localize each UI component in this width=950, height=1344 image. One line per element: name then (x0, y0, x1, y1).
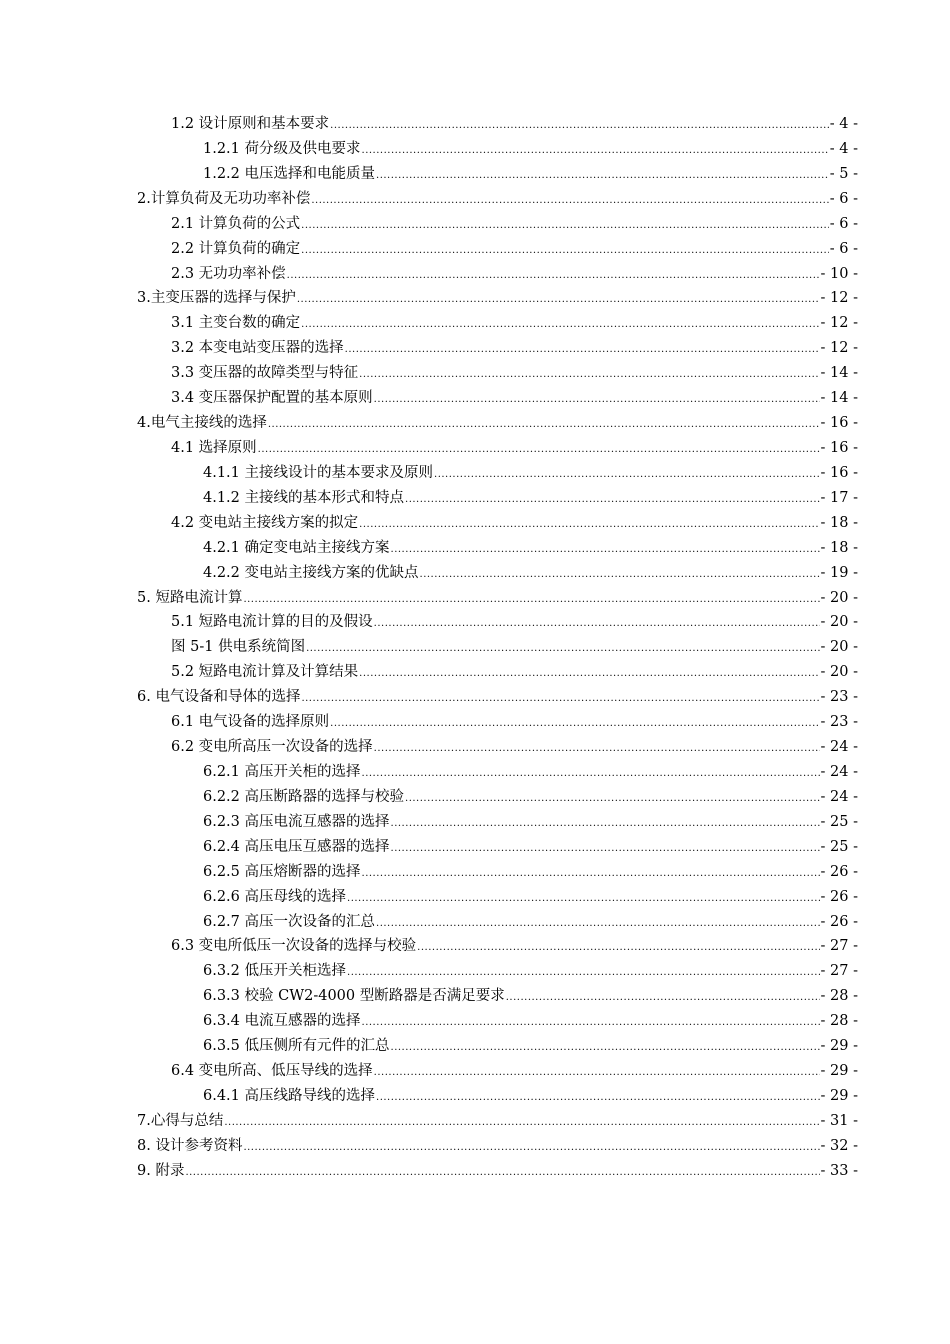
toc-dot-leader (224, 1113, 819, 1133)
toc-entry-title: 1.2 设计原则和基本要求 (171, 116, 330, 132)
toc-entry-title: 6.2.2 高压断路器的选择与校验 (203, 788, 405, 805)
toc-entry[interactable] (0, 986, 950, 1011)
toc-entry-page-number: - 26 - (820, 863, 858, 880)
toc-entry-title: 6.4.1 高压线路导线的选择 (203, 1087, 376, 1104)
toc-dot-leader (345, 340, 820, 360)
toc-dot-leader (301, 216, 829, 236)
toc-dot-leader (330, 116, 829, 136)
toc-entry[interactable] (0, 612, 950, 637)
toc-entry-title: 7.心得与总结 (137, 1112, 224, 1129)
toc-entry[interactable] (0, 538, 950, 563)
toc-entry-page-number: - 27 - (820, 963, 858, 980)
toc-entry-page-number: - 20 - (820, 614, 858, 631)
toc-dot-leader (287, 266, 820, 286)
toc-dot-leader (185, 1163, 819, 1183)
toc-entry-page-number: - 26 - (820, 888, 858, 905)
toc-entry-title: 6.1 电气设备的选择原则 (171, 714, 330, 731)
toc-dot-leader (374, 739, 820, 759)
toc-entry[interactable] (0, 1011, 950, 1036)
toc-entry[interactable] (0, 239, 950, 264)
toc-entry[interactable] (0, 388, 950, 413)
toc-entry[interactable] (0, 413, 950, 438)
toc-entry-title: 6.3.5 低压侧所有元件的汇总 (203, 1038, 390, 1055)
toc-entry-title: 图 5-1 供电系统简图 (171, 639, 306, 656)
toc-entry-page-number: - 29 - (820, 1038, 858, 1055)
toc-dot-leader (362, 1013, 820, 1033)
toc-entry-title: 8. 设计参考资料 (137, 1137, 243, 1154)
toc-entry-page-number: - 29 - (820, 1063, 858, 1080)
toc-entry-title: 4.1.2 主接线的基本形式和特点 (203, 489, 405, 506)
toc-entry[interactable] (0, 837, 950, 862)
toc-entry-page-number: - 28 - (820, 988, 858, 1005)
toc-entry-title: 6. 电气设备和导体的选择 (137, 689, 301, 706)
toc-entry[interactable] (0, 812, 950, 837)
toc-entry-title: 3.2 本变电站变压器的选择 (171, 340, 344, 357)
toc-entry[interactable] (0, 438, 950, 463)
toc-entry[interactable] (0, 1061, 950, 1086)
toc-entry[interactable] (0, 313, 950, 338)
toc-entry-page-number: - 4 - (829, 116, 858, 132)
toc-entry[interactable] (0, 463, 950, 488)
toc-entry[interactable] (0, 114, 950, 139)
toc-entry-title: 4.2 变电站主接线方案的拟定 (171, 514, 359, 531)
toc-dot-leader (243, 1138, 819, 1158)
toc-entry-title: 4.1 选择原则 (171, 439, 257, 456)
toc-dot-leader (391, 1038, 820, 1058)
toc-entry-title: 5.2 短路电流计算及计算结果 (171, 664, 359, 681)
toc-dot-leader (347, 963, 820, 983)
toc-entry[interactable] (0, 288, 950, 313)
toc-entry-title: 4.电气主接线的选择 (137, 415, 267, 432)
toc-dot-leader (301, 241, 829, 261)
toc-entry-title: 6.3.4 电流互感器的选择 (203, 1013, 361, 1030)
toc-dot-leader (374, 390, 820, 410)
toc-entry[interactable] (0, 164, 950, 189)
toc-dot-leader (243, 590, 819, 610)
toc-entry-page-number: - 16 - (820, 464, 858, 481)
toc-entry-page-number: - 17 - (820, 489, 858, 506)
toc-entry-title: 2.计算负荷及无功功率补偿 (137, 190, 311, 207)
toc-entry-page-number: - 5 - (829, 165, 858, 182)
toc-entry[interactable] (0, 1111, 950, 1136)
toc-dot-leader (434, 465, 820, 485)
toc-entry[interactable] (0, 264, 950, 289)
toc-dot-leader (268, 415, 820, 435)
toc-entry-title: 6.2.3 高压电流互感器的选择 (203, 813, 390, 830)
toc-entry-page-number: - 12 - (820, 290, 858, 307)
toc-entry-title: 1.2.2 电压选择和电能质量 (203, 165, 376, 182)
toc-entry-page-number: - 27 - (820, 938, 858, 955)
toc-entry-title: 5.1 短路电流计算的目的及假设 (171, 614, 373, 631)
toc-entry[interactable] (0, 662, 950, 687)
toc-entry-title: 4.2.2 变电站主接线方案的优缺点 (203, 564, 419, 581)
toc-entry-page-number: - 6 - (829, 190, 858, 207)
toc-entry-page-number: - 14 - (820, 390, 858, 407)
toc-dot-leader (359, 515, 819, 535)
toc-entry-title: 6.3.3 校验 CW2-4000 型断路器是否满足要求 (203, 988, 505, 1005)
toc-entry-page-number: - 25 - (820, 838, 858, 855)
toc-entry-page-number: - 24 - (820, 763, 858, 780)
toc-entry-title: 6.2 变电所高压一次设备的选择 (171, 739, 373, 756)
toc-entry-page-number: - 16 - (820, 415, 858, 432)
toc-dot-leader (359, 365, 819, 385)
toc-dot-leader (376, 914, 820, 934)
toc-entry[interactable] (0, 1086, 950, 1111)
toc-dot-leader (405, 490, 820, 510)
toc-dot-leader (374, 614, 820, 634)
toc-entry-page-number: - 14 - (820, 365, 858, 382)
toc-entry[interactable] (0, 637, 950, 662)
toc-entry-title: 6.3 变电所低压一次设备的选择与校验 (171, 938, 417, 955)
toc-entry-page-number: - 28 - (820, 1013, 858, 1030)
toc-entry[interactable] (0, 687, 950, 712)
toc-entry[interactable] (0, 762, 950, 787)
toc-entry[interactable] (0, 214, 950, 239)
toc-dot-leader (420, 565, 820, 585)
toc-entry-title: 6.2.1 高压开关柜的选择 (203, 763, 361, 780)
toc-entry-page-number: - 32 - (820, 1137, 858, 1154)
toc-entry-page-number: - 31 - (820, 1112, 858, 1129)
toc-dot-leader (362, 141, 829, 161)
toc-entry[interactable] (0, 513, 950, 538)
toc-dot-leader (391, 540, 820, 560)
toc-dot-leader (391, 839, 820, 859)
toc-entry-title: 9. 附录 (137, 1162, 185, 1179)
toc-entry[interactable] (0, 1136, 950, 1161)
toc-entry-title: 4.1.1 主接线设计的基本要求及原则 (203, 464, 434, 481)
toc-entry[interactable] (0, 862, 950, 887)
toc-entry-title: 3.4 变压器保护配置的基本原则 (171, 390, 373, 407)
toc-dot-leader (258, 440, 820, 460)
toc-entry-page-number: - 16 - (820, 439, 858, 456)
toc-dot-leader (359, 664, 819, 684)
toc-dot-leader (506, 988, 820, 1008)
toc-entry-page-number: - 20 - (820, 589, 858, 606)
table-of-contents (0, 114, 950, 1186)
toc-entry-title: 2.1 计算负荷的公式 (171, 215, 301, 232)
toc-dot-leader (391, 814, 820, 834)
toc-dot-leader (301, 315, 819, 335)
toc-entry[interactable] (0, 737, 950, 762)
toc-entry[interactable] (0, 338, 950, 363)
toc-dot-leader (362, 864, 820, 884)
toc-dot-leader (297, 290, 820, 310)
toc-entry-page-number: - 19 - (820, 564, 858, 581)
toc-entry-title: 3.3 变压器的故障类型与特征 (171, 365, 359, 382)
toc-entry-title: 6.2.4 高压电压互感器的选择 (203, 838, 390, 855)
toc-entry-page-number: - 4 - (829, 140, 858, 157)
toc-entry-title: 3.1 主变台数的确定 (171, 315, 301, 332)
toc-entry-title: 3.主变压器的选择与保护 (137, 290, 296, 307)
toc-entry[interactable] (0, 936, 950, 961)
toc-entry-title: 6.3.2 低压开关柜选择 (203, 963, 347, 980)
toc-entry[interactable] (0, 189, 950, 214)
toc-entry-page-number: - 6 - (829, 215, 858, 232)
toc-entry-page-number: - 12 - (820, 340, 858, 357)
toc-dot-leader (306, 639, 819, 659)
toc-entry[interactable] (0, 139, 950, 164)
toc-entry-page-number: - 18 - (820, 514, 858, 531)
toc-entry-title: 2.2 计算负荷的确定 (171, 240, 301, 257)
toc-entry-page-number: - 24 - (820, 788, 858, 805)
toc-dot-leader (362, 764, 820, 784)
toc-entry-title: 5. 短路电流计算 (137, 589, 243, 606)
toc-dot-leader (311, 191, 828, 211)
toc-entry-page-number: - 20 - (820, 639, 858, 656)
toc-entry-page-number: - 23 - (820, 689, 858, 706)
toc-entry-title: 4.2.1 确定变电站主接线方案 (203, 539, 390, 556)
toc-entry-page-number: - 33 - (820, 1162, 858, 1179)
toc-entry[interactable] (0, 1161, 950, 1186)
toc-entry-title: 6.2.5 高压熔断器的选择 (203, 863, 361, 880)
toc-dot-leader (301, 689, 819, 709)
toc-entry[interactable] (0, 912, 950, 937)
toc-entry[interactable] (0, 488, 950, 513)
toc-entry-page-number: - 6 - (829, 240, 858, 257)
toc-entry[interactable] (0, 588, 950, 613)
toc-entry-page-number: - 20 - (820, 664, 858, 681)
toc-entry-title: 6.2.6 高压母线的选择 (203, 888, 347, 905)
toc-dot-leader (405, 789, 820, 809)
toc-dot-leader (376, 166, 829, 186)
toc-dot-leader (347, 889, 820, 909)
toc-entry[interactable] (0, 787, 950, 812)
toc-entry-title: 2.3 无功功率补偿 (171, 265, 286, 282)
toc-entry[interactable] (0, 1036, 950, 1061)
toc-entry-title: 6.2.7 高压一次设备的汇总 (203, 913, 376, 930)
toc-dot-leader (417, 938, 819, 958)
toc-entry-page-number: - 10 - (820, 265, 858, 282)
toc-entry-title: 6.4 变电所高、低压导线的选择 (171, 1063, 373, 1080)
toc-entry-title: 1.2.1 荷分级及供电要求 (203, 140, 361, 157)
toc-entry[interactable] (0, 887, 950, 912)
toc-entry-page-number: - 23 - (820, 714, 858, 731)
toc-entry[interactable] (0, 712, 950, 737)
toc-dot-leader (330, 714, 819, 734)
toc-entry-page-number: - 18 - (820, 539, 858, 556)
toc-entry[interactable] (0, 563, 950, 588)
toc-entry[interactable] (0, 363, 950, 388)
toc-entry-page-number: - 29 - (820, 1087, 858, 1104)
toc-entry-page-number: - 24 - (820, 739, 858, 756)
toc-entry[interactable] (0, 961, 950, 986)
toc-dot-leader (376, 1088, 820, 1108)
toc-entry-page-number: - 12 - (820, 315, 858, 332)
toc-entry-page-number: - 25 - (820, 813, 858, 830)
toc-dot-leader (374, 1063, 820, 1083)
toc-entry-page-number: - 26 - (820, 913, 858, 930)
